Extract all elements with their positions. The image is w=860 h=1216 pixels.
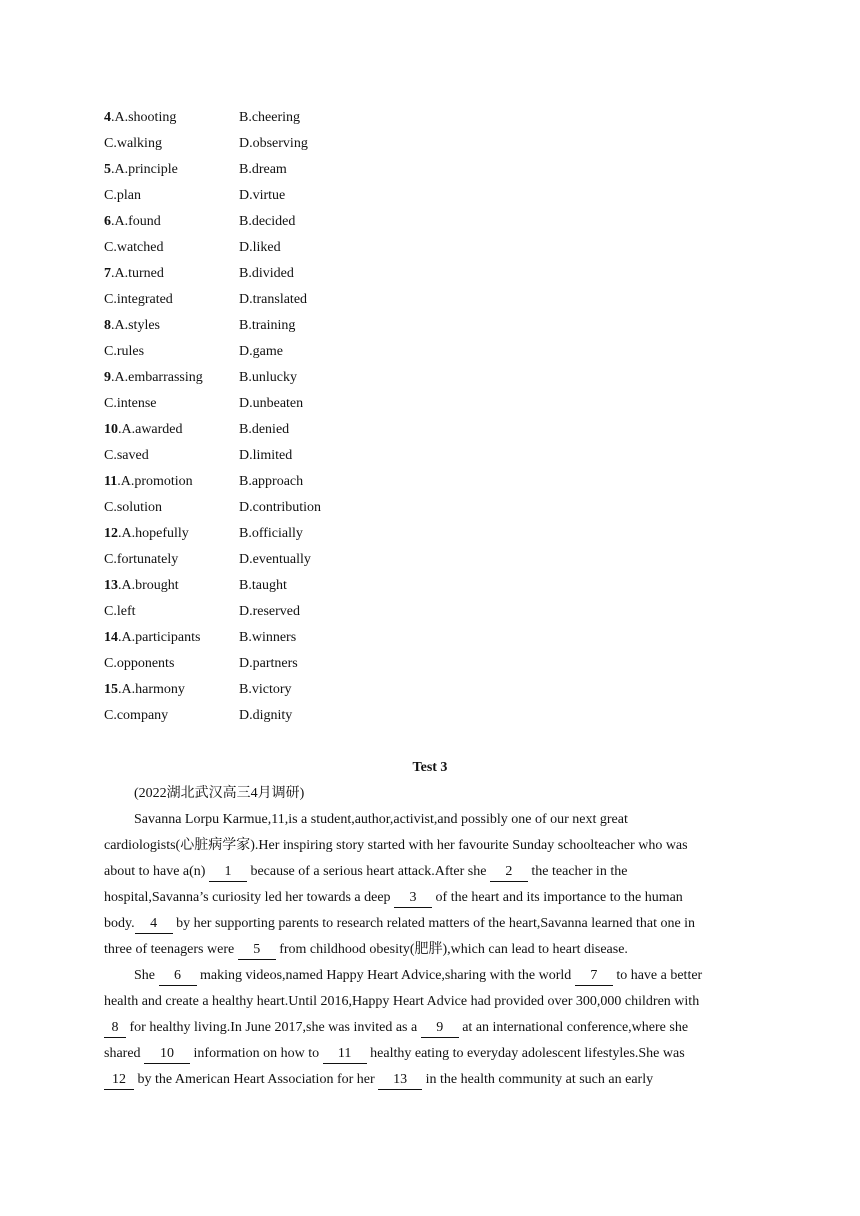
option-row <box>104 365 321 391</box>
blank-7: 7 <box>575 967 613 986</box>
option-row <box>104 183 321 209</box>
question-number: 4 <box>104 110 111 125</box>
option-row <box>104 521 321 547</box>
passage-text: making videos,named Happy Heart Advice,sharing with the world <box>196 968 575 983</box>
blank-3: 3 <box>394 889 432 908</box>
blank-2: 2 <box>490 863 528 882</box>
passage-text: of the heart and its importance to the human <box>432 890 683 905</box>
option-a-text: .A.promotion <box>117 474 193 489</box>
passage-text: by her supporting parents to research related matters of the heart,Savanna learned that one in <box>172 916 696 931</box>
option-a <box>104 365 239 391</box>
option-c: C.company <box>104 708 169 723</box>
passage-text: the teacher in the <box>527 864 628 879</box>
passage-text: shared <box>104 1046 145 1061</box>
option-row <box>104 573 321 599</box>
option-a-text: .A.embarrassing <box>111 370 203 385</box>
blank-11: 11 <box>323 1045 367 1064</box>
question-number: 6 <box>104 214 111 229</box>
option-a-text: .A.brought <box>118 578 179 593</box>
option-d: D.partners <box>239 656 298 671</box>
blank-5: 5 <box>238 941 276 960</box>
option-b: B.decided <box>239 214 296 229</box>
option-a-text: .A.hopefully <box>118 526 189 541</box>
option-a <box>104 105 239 131</box>
option-a <box>104 261 239 287</box>
option-a-text: .A.styles <box>111 318 160 333</box>
option-c: C.plan <box>104 188 141 203</box>
option-row <box>104 469 321 495</box>
option-row <box>104 287 321 313</box>
passage-text: three of teenagers were <box>104 942 238 957</box>
option-c: C.walking <box>104 136 162 151</box>
question-number: 11 <box>104 474 118 489</box>
option-row <box>104 391 321 417</box>
option-a <box>104 677 239 703</box>
passage-line <box>104 1041 756 1067</box>
question-number: 8 <box>104 318 111 333</box>
option-b: B.officially <box>239 526 303 541</box>
option-row <box>104 261 321 287</box>
option-b: B.divided <box>239 266 294 281</box>
option-a <box>104 313 239 339</box>
option-b: B.denied <box>239 422 290 437</box>
test-title: Test 3 <box>412 760 448 775</box>
blank-9: 9 <box>421 1019 459 1038</box>
option-d: D.observing <box>239 136 308 151</box>
option-c: C.fortunately <box>104 552 179 567</box>
option-b: B.approach <box>239 474 304 489</box>
passage-text: in the health community at such an early <box>422 1072 654 1087</box>
passage-line <box>104 1015 756 1041</box>
option-c: C.rules <box>104 344 145 359</box>
passage-text: to have a better <box>612 968 703 983</box>
passage-text: health and create a healthy heart.Until 2016,Happy Heart Advice had provided over 300,000 children with <box>104 994 700 1009</box>
option-d: D.translated <box>239 292 308 307</box>
answer-options-list <box>104 105 321 729</box>
option-c: C.watched <box>104 240 164 255</box>
option-b: B.victory <box>239 682 292 697</box>
blank-8: 8 <box>104 1019 126 1038</box>
passage-text: body. <box>104 916 135 931</box>
option-a-text: .A.shooting <box>111 110 177 125</box>
passage-text: from childhood obesity(肥胖),which can lead to heart disease. <box>275 942 628 957</box>
option-row <box>104 235 321 261</box>
cloze-passage <box>104 781 756 1093</box>
option-c: C.left <box>104 604 136 619</box>
option-a <box>104 469 239 495</box>
passage-text: hospital,Savanna’s curiosity led her towards a deep <box>104 890 395 905</box>
passage-text: about to have a(n) <box>104 864 209 879</box>
passage-line <box>104 1067 756 1093</box>
passage-line <box>104 807 756 833</box>
option-a-text: .A.participants <box>118 630 201 645</box>
blank-12: 12 <box>104 1071 134 1090</box>
option-row <box>104 547 321 573</box>
blank-6: 6 <box>159 967 197 986</box>
option-d: D.game <box>239 344 283 359</box>
option-row <box>104 703 321 729</box>
passage-text: She <box>134 968 159 983</box>
option-d: D.limited <box>239 448 293 463</box>
passage-text: because of a serious heart attack.After she <box>246 864 490 879</box>
passage-line <box>104 937 756 963</box>
passage-text: information on how to <box>190 1046 323 1061</box>
option-d: D.liked <box>239 240 281 255</box>
question-number: 5 <box>104 162 111 177</box>
option-a <box>104 209 239 235</box>
option-c: C.opponents <box>104 656 175 671</box>
option-d: D.unbeaten <box>239 396 304 411</box>
option-row <box>104 339 321 365</box>
passage-text: healthy eating to everyday adolescent lifestyles.She was <box>366 1046 685 1061</box>
question-number: 10 <box>104 422 118 437</box>
option-d: D.reserved <box>239 604 301 619</box>
option-a-text: .A.harmony <box>118 682 185 697</box>
option-row <box>104 131 321 157</box>
question-number: 13 <box>104 578 118 593</box>
passage-line <box>104 963 756 989</box>
option-b: B.training <box>239 318 296 333</box>
option-c: C.solution <box>104 500 162 515</box>
option-b: B.unlucky <box>239 370 297 385</box>
option-a <box>104 417 239 443</box>
question-number: 12 <box>104 526 118 541</box>
option-row <box>104 105 321 131</box>
passage-line <box>104 885 756 911</box>
option-c: C.integrated <box>104 292 173 307</box>
passage-line <box>104 989 756 1015</box>
option-row <box>104 313 321 339</box>
option-row <box>104 209 321 235</box>
option-a-text: .A.awarded <box>118 422 183 437</box>
option-d: D.eventually <box>239 552 311 567</box>
option-a-text: .A.turned <box>111 266 164 281</box>
blank-1: 1 <box>209 863 247 882</box>
option-row <box>104 417 321 443</box>
blank-13: 13 <box>378 1071 422 1090</box>
option-a <box>104 521 239 547</box>
passage-line <box>104 911 756 937</box>
option-d: D.virtue <box>239 188 286 203</box>
question-number: 7 <box>104 266 111 281</box>
option-b: B.dream <box>239 162 287 177</box>
blank-4: 4 <box>135 915 173 934</box>
option-a-text: .A.found <box>111 214 161 229</box>
passage-text: for healthy living.In June 2017,she was invited as a <box>126 1020 421 1035</box>
option-a <box>104 157 239 183</box>
option-a <box>104 573 239 599</box>
option-d: D.dignity <box>239 708 293 723</box>
question-number: 15 <box>104 682 118 697</box>
option-b: B.taught <box>239 578 287 593</box>
passage-text: Savanna Lorpu Karmue,11,is a student,author,activist,and possibly one of our next great <box>134 812 628 827</box>
option-a-text: .A.principle <box>111 162 178 177</box>
question-number: 9 <box>104 370 111 385</box>
option-row <box>104 599 321 625</box>
option-row <box>104 625 321 651</box>
option-row <box>104 157 321 183</box>
option-b: B.winners <box>239 630 297 645</box>
passage-text: by the American Heart Association for her <box>134 1072 379 1087</box>
option-row <box>104 651 321 677</box>
passage-text: at an international conference,where she <box>458 1020 689 1035</box>
question-number: 14 <box>104 630 118 645</box>
passage-text: cardiologists(心脏病学家).Her inspiring story started with her favourite Sunday schoolteacher who was <box>104 838 688 853</box>
option-d: D.contribution <box>239 500 322 515</box>
option-c: C.saved <box>104 448 149 463</box>
option-b: B.cheering <box>239 110 301 125</box>
source-line: (2022湖北武汉高三4月调研) <box>134 786 305 801</box>
blank-10: 10 <box>144 1045 190 1064</box>
option-row <box>104 677 321 703</box>
option-a <box>104 625 239 651</box>
passage-line <box>104 833 756 859</box>
option-row <box>104 443 321 469</box>
option-c: C.intense <box>104 396 157 411</box>
option-row <box>104 495 321 521</box>
passage-line <box>104 859 756 885</box>
